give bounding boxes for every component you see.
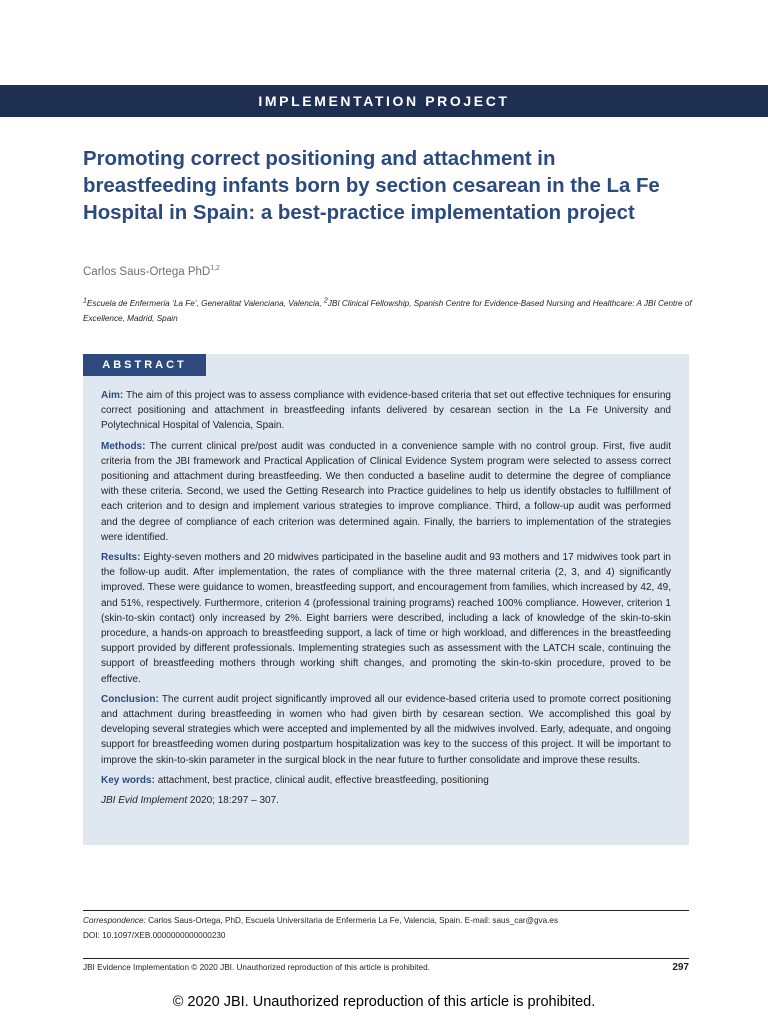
affiliation-1: Escuela de Enfermeria ‘La Fe’, Generalitat Valenciana, Valencia,: [86, 299, 324, 308]
citation-volume: 2020; 18:297 – 307.: [187, 795, 279, 807]
citation-journal: JBI Evid Implement: [101, 795, 188, 807]
conclusion-label: Conclusion:: [101, 693, 159, 705]
abstract-results: [101, 550, 671, 687]
keywords-label: Key words:: [101, 774, 155, 786]
abstract-body: [101, 388, 671, 808]
doi-line: DOI: 10.1097/XEB.0000000000000230: [83, 931, 226, 940]
methods-text: The current clinical pre/post audit was conducted in a convenience sample with no control group. First, five audit criteria from the JBI framework and Practical Application of Clinical Evidence System program were selected to assess correct positioning and attachment during breastfeeding. We then conducted a baseline audit to determine the degree of compliance with these criteria. Second, we used the Getting Research into Practice guidelines to help us identify obstacles to fulfillment of each criterion and to design and implement various strategies to improve compliance. Third, a follow-up audit was performed and the degree of compliance of each criterion was determined again. Finally, the barriers to implementation of the strategies were identified.: [101, 440, 671, 543]
correspondence-text: Carlos Saus-Ortega, PhD, Escuela Universitaria de Enfermeria La Fe, Valencia, Spain. E-mail: saus_car@gva.es: [145, 916, 559, 925]
page-number: 297: [672, 962, 689, 973]
article-title: Promoting correct positioning and attachment in breastfeeding infants born by section cesarean in the La Fe Hospital in Spain: a best-practice implementation project: [83, 148, 660, 224]
correspondence-divider: [83, 910, 689, 911]
affiliations: [83, 296, 693, 326]
affiliation-marker-1: 1: [83, 297, 87, 305]
abstract-conclusion: [101, 692, 671, 768]
section-banner: [0, 85, 768, 117]
keywords-text: attachment, best practice, clinical audit, effective breastfeeding, positioning: [157, 774, 489, 786]
author-line: [83, 266, 220, 278]
results-text: Eighty-seven mothers and 20 midwives participated in the baseline audit and 93 mothers and 17 midwives took part in the follow-up audit. After implementation, the rates of compliance with the three maternal criteria (2, 3, and 4) significantly improved. These were guidance to women, breastfeeding support, and encouragement from families, which increased by 42, 49, and 51%, respectively. Furthermore, criterion 4 (professional training programs) reached 100% compliance. However, criterion 1 (skin-to-skin contact) only increased by 2%. Eight barriers were described, including a lack of knowledge of the skin-to-skin procedure, a hands-on approach to breastfeeding support, a lack of time or high workload, and differences in the breastfeeding support provided by different professionals. Implementing strategies such as assessment with the LATCH scale, continuing the support of breastfeeding mothers through working shift changes, and promoting the skin-to-skin procedure, proved to be effective.: [101, 552, 671, 685]
results-label: Results:: [101, 552, 141, 564]
abstract-citation: [101, 793, 671, 808]
footer-divider: [83, 958, 689, 959]
abstract-heading: ABSTRACT: [83, 354, 206, 376]
section-banner-label: IMPLEMENTATION PROJECT: [258, 93, 510, 109]
author-name: Carlos Saus-Ortega PhD: [83, 266, 211, 278]
aim-text: The aim of this project was to assess compliance with evidence-based criteria that set out effective techniques for ensuring correct positioning and attachment in breastfeeding infants delivered by cesarean section in the La Fe University and Polytechnical Hospital of Valencia, Spain.: [101, 390, 671, 432]
abstract-aim: [101, 388, 671, 434]
affiliation-2: JBI Clinical Fellowship, Spanish Centre for Evidence-Based Nursing and Healthcare: A JBI Centre of Excellence, Madrid, Spain: [83, 299, 692, 323]
correspondence-label: Correspondence:: [83, 916, 146, 925]
aim-label: Aim:: [101, 390, 124, 401]
affiliation-marker-2: 2: [323, 297, 328, 305]
footer-journal-line: JBI Evidence Implementation © 2020 JBI. Unauthorized reproduction of this article is prohibited.: [83, 963, 430, 972]
correspondence-line: [83, 913, 689, 928]
abstract-keywords: [101, 773, 671, 788]
conclusion-text: The current audit project significantly improved all our evidence-based criteria used to promote correct positioning and attachment during breastfeeding in women who had given birth by cesarean section. We accomplished this goal by developing several strategies which were accepted and implemented by all the midwives involved. Early, adequate, and ongoing support for breastfeeding women during postpartum hospitalization was key to the success of this project. It will be important to improve the skin-to-skin parameter in the surgical block in the near future to further consolidate and improve these results.: [101, 693, 672, 766]
methods-label: Methods:: [101, 440, 146, 452]
author-affiliation-marker: 1,2: [210, 265, 220, 273]
copyright-notice: © 2020 JBI. Unauthorized reproduction of this article is prohibited.: [172, 994, 596, 1010]
correspondence-block: [83, 913, 689, 943]
abstract-methods: [101, 439, 671, 545]
